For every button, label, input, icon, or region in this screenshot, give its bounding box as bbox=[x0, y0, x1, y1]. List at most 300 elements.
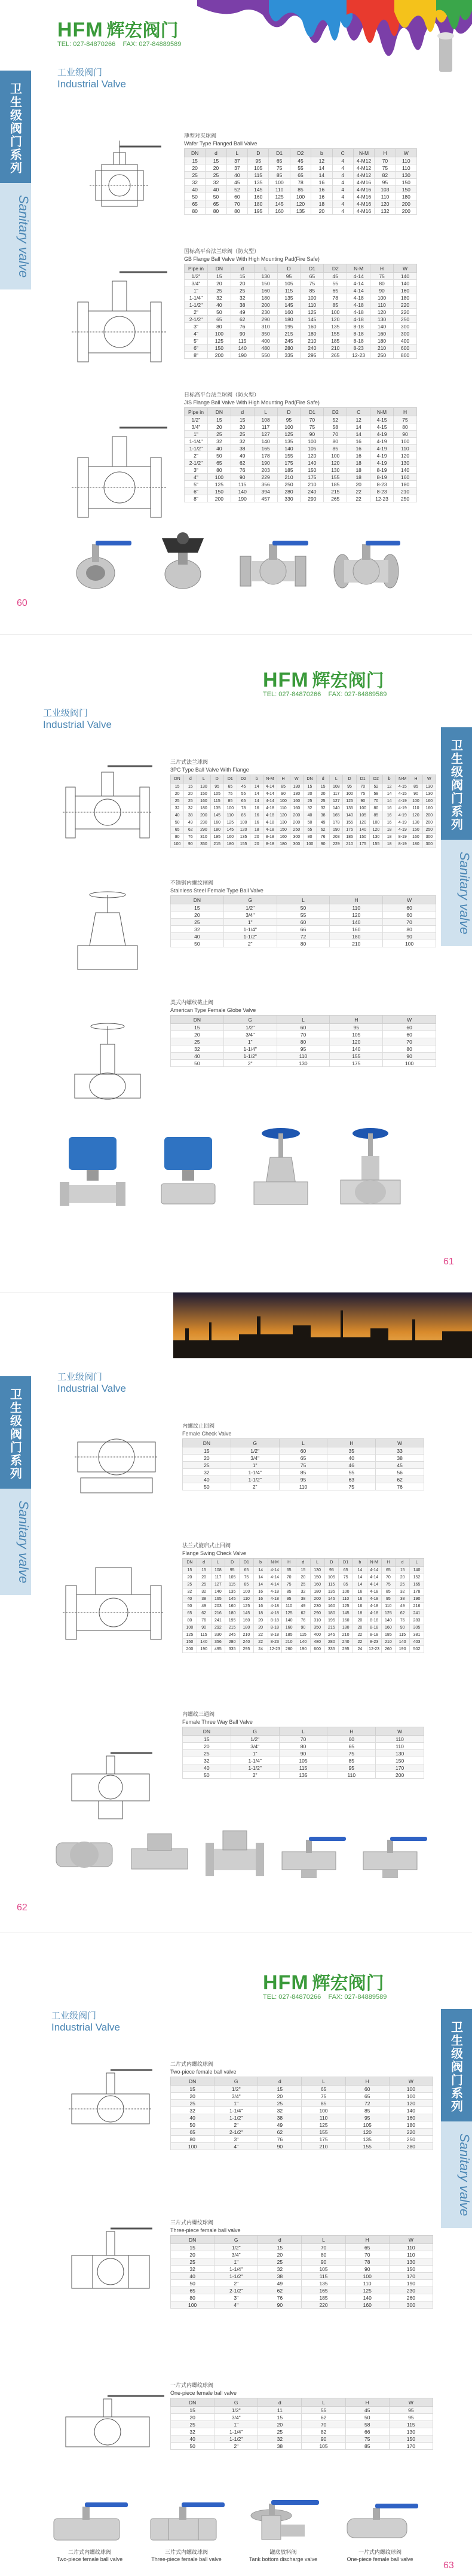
photo-pneumatic-flanged-valve bbox=[54, 1131, 131, 1209]
table-row bbox=[183, 1483, 424, 1490]
table-cell: 4-18 bbox=[268, 1596, 282, 1603]
table-cell: 62 bbox=[296, 1610, 311, 1617]
table-cell: 240 bbox=[301, 345, 324, 352]
table-row bbox=[185, 423, 417, 431]
table-cell: 100 bbox=[223, 805, 237, 812]
table-header-row bbox=[171, 2077, 433, 2086]
spec-table bbox=[170, 1015, 436, 1067]
table-cell: 216 bbox=[211, 1610, 225, 1617]
table-cell: 15 bbox=[206, 157, 226, 164]
spec-table bbox=[170, 2077, 433, 2150]
table-cell: 18 bbox=[347, 474, 370, 481]
table-row bbox=[183, 1455, 424, 1462]
table-cell: 140 bbox=[231, 345, 254, 352]
table-cell: 22 bbox=[347, 495, 370, 502]
table-cell: 110 bbox=[396, 157, 416, 164]
table-cell: 95 bbox=[277, 273, 301, 280]
table-cell: 90 bbox=[409, 791, 422, 798]
table-cell: 105 bbox=[301, 445, 324, 452]
table-cell: 4-18 bbox=[347, 294, 370, 301]
table-caption-cn: 一片式内螺纹球阀 bbox=[170, 2383, 214, 2389]
table-cell: 25 bbox=[171, 2421, 214, 2428]
column-header: D2 bbox=[369, 775, 382, 784]
table-cell: 62 bbox=[184, 827, 197, 834]
table-cell: 130 bbox=[197, 784, 210, 791]
table-row bbox=[171, 2114, 433, 2121]
table-cell: 130 bbox=[376, 1750, 424, 1757]
table-cell: 60 bbox=[383, 904, 436, 911]
table-cell: 155 bbox=[343, 819, 356, 827]
table-female-three-way-valve bbox=[182, 1711, 424, 1779]
table-row bbox=[171, 2093, 433, 2100]
column-header: H bbox=[370, 264, 394, 273]
table-cell: 76 bbox=[296, 1617, 311, 1624]
column-header: D2 bbox=[324, 408, 347, 416]
table-cell: 20 bbox=[184, 791, 197, 798]
table-cell: 160 bbox=[394, 287, 417, 294]
table-cell: 85 bbox=[345, 2443, 389, 2450]
table-cell: 210 bbox=[394, 488, 417, 495]
table-cell: 127 bbox=[330, 798, 343, 805]
table-cell: 16 bbox=[353, 1596, 367, 1603]
table-cell: 20 bbox=[311, 208, 332, 215]
column-header: D bbox=[210, 775, 223, 784]
table-cell: 4-18 bbox=[268, 1603, 282, 1610]
table-cell: 190 bbox=[231, 495, 254, 502]
table-cell: 150 bbox=[301, 467, 324, 474]
table-row bbox=[185, 309, 417, 316]
table-row bbox=[185, 345, 417, 352]
table-row bbox=[185, 301, 417, 309]
table-cell: 75 bbox=[302, 2093, 345, 2100]
table-cell: 8" bbox=[185, 495, 208, 502]
table-cell: 100 bbox=[345, 2273, 389, 2280]
table-cell: 72 bbox=[345, 2100, 389, 2107]
table-cell: 117 bbox=[211, 1574, 225, 1581]
table-cell: 195 bbox=[277, 323, 301, 330]
table-cell: 25 bbox=[396, 1581, 410, 1589]
table-jis-flange-ball-valve bbox=[184, 392, 417, 502]
table-cell: 33 bbox=[376, 1447, 424, 1455]
table-cell: 85 bbox=[237, 812, 250, 819]
table-cell: 62 bbox=[258, 2287, 302, 2294]
table-cell: 70 bbox=[383, 1038, 436, 1045]
table-cell: 150 bbox=[356, 834, 369, 841]
table-row bbox=[171, 1031, 436, 1038]
table-cell: 4-19 bbox=[396, 805, 409, 812]
column-header: H bbox=[330, 1016, 383, 1024]
table-cell: 115 bbox=[324, 1581, 339, 1589]
table-cell: 32 bbox=[183, 1589, 197, 1596]
table-cell: 80 bbox=[171, 834, 184, 841]
table-cell: 125 bbox=[345, 2287, 389, 2294]
table-cell: 175 bbox=[343, 827, 356, 834]
table-cell: 8-19 bbox=[370, 467, 394, 474]
table-cell: 180 bbox=[223, 841, 237, 848]
table-cell: 175 bbox=[356, 841, 369, 848]
table-cell: 65 bbox=[183, 1610, 197, 1617]
table-cell: 15 bbox=[183, 1447, 231, 1455]
jis-flange-valve-drawing bbox=[66, 416, 173, 529]
table-header-row bbox=[183, 1439, 424, 1447]
table-cell: 52 bbox=[324, 416, 347, 423]
table-cell: 105 bbox=[210, 791, 223, 798]
table-cell: 90 bbox=[345, 2266, 389, 2273]
section-title bbox=[57, 1370, 126, 1395]
table-row bbox=[185, 431, 417, 438]
table-cell: 165 bbox=[302, 2287, 345, 2294]
table-cell: 110 bbox=[301, 301, 324, 309]
table-cell: 95 bbox=[277, 1045, 330, 1053]
column-header: L bbox=[410, 1559, 424, 1567]
table-row bbox=[183, 1646, 424, 1653]
table-cell: 100 bbox=[389, 2093, 433, 2100]
table-cell: 8-18 bbox=[347, 323, 370, 330]
table-cell: 160 bbox=[269, 208, 290, 215]
table-cell: 25 bbox=[183, 1462, 231, 1469]
table-cell: 15 bbox=[171, 2407, 214, 2414]
table-cell: 135 bbox=[277, 438, 301, 445]
table-cell: 356 bbox=[254, 481, 277, 488]
column-header: D bbox=[277, 408, 301, 416]
table-cell: 210 bbox=[370, 345, 394, 352]
column-header: DN bbox=[171, 2236, 214, 2244]
table-row bbox=[171, 819, 436, 827]
table-cell: 25 bbox=[258, 2258, 302, 2266]
table-cell: 75 bbox=[327, 1750, 376, 1757]
table-cell: 25 bbox=[303, 798, 316, 805]
table-cell: 145 bbox=[277, 301, 301, 309]
table-cell: 50 bbox=[171, 2443, 214, 2450]
table-row bbox=[171, 919, 436, 926]
table-row bbox=[183, 1574, 424, 1581]
table-cell: 15 bbox=[258, 2414, 302, 2421]
table-cell: 75 bbox=[375, 164, 396, 172]
table-cell: 1-1/4" bbox=[223, 1045, 277, 1053]
table-cell: 330 bbox=[211, 1632, 225, 1639]
table-cell: 8-23 bbox=[370, 481, 394, 488]
table-cell: 85 bbox=[381, 1589, 396, 1596]
table-cell: 80 bbox=[303, 834, 316, 841]
photo-label-en: One-piece female ball valve bbox=[347, 2556, 413, 2562]
table-cell: 130 bbox=[389, 2258, 433, 2266]
column-header: L bbox=[197, 775, 210, 784]
table-cell: 3/4" bbox=[223, 911, 277, 919]
table-caption-en: Wafer Type Flanged Ball Valve bbox=[184, 141, 258, 147]
table-cell: 178 bbox=[330, 819, 343, 827]
side-tab-right bbox=[441, 727, 472, 946]
table-cell: 25 bbox=[207, 431, 231, 438]
table-cell: 145 bbox=[210, 812, 223, 819]
table-row bbox=[185, 193, 417, 200]
table-cell: 90 bbox=[296, 1624, 311, 1632]
table-cell: 160 bbox=[310, 1581, 324, 1589]
table-cell: 60 bbox=[383, 911, 436, 919]
table-cell: 32 bbox=[303, 805, 316, 812]
table-cell: 4 bbox=[332, 193, 353, 200]
table-cell: 120 bbox=[324, 316, 347, 323]
table-cell: 16 bbox=[383, 819, 396, 827]
table-cell: 310 bbox=[254, 323, 277, 330]
table-cell: 335 bbox=[324, 1646, 339, 1653]
table-cell: 20 bbox=[250, 841, 263, 848]
table-cell: 240 bbox=[240, 1639, 254, 1646]
table-cell: 292 bbox=[211, 1624, 225, 1632]
table-row bbox=[171, 2100, 433, 2107]
table-row bbox=[171, 2143, 433, 2150]
table-cell: 8-18 bbox=[367, 1617, 381, 1624]
table-cell: 12 bbox=[383, 784, 396, 791]
contact-info bbox=[263, 691, 387, 698]
column-header: DN bbox=[183, 1559, 197, 1567]
table-cell: 135 bbox=[277, 294, 301, 301]
table-cell: 200 bbox=[183, 1646, 197, 1653]
table-cell: 180 bbox=[248, 200, 269, 208]
table-cell: 70 bbox=[301, 416, 324, 423]
table-row bbox=[183, 1757, 424, 1764]
table-cell: 130 bbox=[409, 819, 422, 827]
table-cell: 160 bbox=[197, 798, 210, 805]
table-cell: 1-1/2" bbox=[223, 1053, 277, 1060]
table-cell: 38 bbox=[231, 445, 254, 452]
table-cell: 18 bbox=[253, 1610, 268, 1617]
table-cell: 8-19 bbox=[370, 474, 394, 481]
table-cell: 140 bbox=[330, 1045, 383, 1053]
table-cell: 175 bbox=[301, 474, 324, 481]
photo-label-en: Two-piece female ball valve bbox=[56, 2556, 123, 2562]
table-cell: 85 bbox=[369, 812, 382, 819]
table-cell: 11 bbox=[258, 2407, 302, 2414]
table-cell: 180 bbox=[210, 827, 223, 834]
table-cell: 85 bbox=[223, 798, 237, 805]
table-row bbox=[183, 1743, 424, 1750]
table-cell: 295 bbox=[339, 1646, 353, 1653]
table-cell: 49 bbox=[184, 819, 197, 827]
table-cell: 4-14 bbox=[263, 784, 277, 791]
spec-table bbox=[182, 1438, 424, 1490]
tel: TEL: 027-84870266 bbox=[57, 41, 116, 48]
photo-pneumatic-3pc-valve bbox=[149, 1131, 227, 1209]
table-cell: 20 bbox=[396, 1574, 410, 1581]
table-cell: 95 bbox=[327, 1764, 376, 1772]
table-cell: 14 bbox=[383, 791, 396, 798]
table-cell: 110 bbox=[381, 1603, 396, 1610]
table-cell: 4-15 bbox=[396, 791, 409, 798]
table-cell: 1" bbox=[223, 919, 277, 926]
table-cell: 78 bbox=[237, 805, 250, 812]
table-cell: 3/4" bbox=[231, 1455, 279, 1462]
table-cell: 550 bbox=[254, 352, 277, 359]
table-row bbox=[185, 208, 417, 215]
column-header: N-M bbox=[353, 149, 374, 157]
table-cell: 100 bbox=[277, 798, 290, 805]
table-cell: 135 bbox=[237, 834, 250, 841]
table-cell: 160 bbox=[290, 805, 303, 812]
table-cell: 82 bbox=[302, 2428, 345, 2435]
table-cell: 75 bbox=[269, 164, 290, 172]
table-cell: 135 bbox=[225, 1589, 240, 1596]
table-cell: 85 bbox=[345, 2107, 389, 2114]
table-cell: 85 bbox=[327, 1757, 376, 1764]
column-header: L bbox=[277, 896, 330, 904]
table-cell: 8-23 bbox=[367, 1639, 381, 1646]
table-cell: 210 bbox=[324, 345, 347, 352]
table-cell: 400 bbox=[310, 1632, 324, 1639]
column-header: G bbox=[223, 896, 277, 904]
table-cell: 1-1/2" bbox=[214, 2114, 258, 2121]
table-cell: 70 bbox=[302, 2244, 345, 2251]
table-cell: 4-19 bbox=[370, 445, 394, 452]
table-cell: 160 bbox=[240, 1617, 254, 1624]
table-cell: 60 bbox=[383, 1024, 436, 1031]
table-cell: 20 bbox=[317, 791, 330, 798]
table-cell: 4-M16 bbox=[353, 208, 374, 215]
table-cell: 2-1/2" bbox=[214, 2129, 258, 2136]
table-cell: 4 bbox=[332, 172, 353, 179]
table-cell: 4" bbox=[185, 330, 208, 337]
table-cell: 15 bbox=[185, 157, 206, 164]
table-cell: 14 bbox=[383, 798, 396, 805]
table-cell: 250 bbox=[422, 827, 436, 834]
column-header: W bbox=[389, 2398, 433, 2407]
table-cell: 115 bbox=[210, 798, 223, 805]
table-cell: 125 bbox=[302, 2121, 345, 2129]
table-cell: 2" bbox=[214, 2280, 258, 2287]
table-cell: 90 bbox=[317, 841, 330, 848]
photo-swing-check-valve bbox=[127, 1825, 192, 1879]
table-cell: 210 bbox=[343, 841, 356, 848]
table-cell: 170 bbox=[376, 1764, 424, 1772]
table-cell: 165 bbox=[211, 1596, 225, 1603]
table-cell: 75 bbox=[301, 423, 324, 431]
table-cell: 140 bbox=[394, 273, 417, 280]
table-cell: 220 bbox=[302, 2301, 345, 2309]
table-cell: 49 bbox=[258, 2121, 302, 2129]
table-cell: 25 bbox=[185, 172, 206, 179]
table-cell: 230 bbox=[197, 819, 210, 827]
table-cell: 12-23 bbox=[268, 1646, 282, 1653]
table-cell: 130 bbox=[290, 791, 303, 798]
table-cell: 125 bbox=[207, 337, 231, 345]
table-cell: 260 bbox=[282, 1646, 296, 1653]
photo-one-piece-valve bbox=[338, 2492, 422, 2563]
table-cell: 140 bbox=[370, 323, 394, 330]
table-cell: 40 bbox=[226, 172, 247, 179]
table-cell: 80 bbox=[171, 2294, 214, 2301]
table-cell: 200 bbox=[207, 352, 231, 359]
table-cell: 14 bbox=[253, 1567, 268, 1574]
table-cell: 15 bbox=[171, 904, 224, 911]
table-cell: 330 bbox=[277, 495, 301, 502]
table-cell: 40 bbox=[183, 1476, 231, 1483]
table-cell: 65 bbox=[324, 287, 347, 294]
table-cell: 25 bbox=[171, 798, 184, 805]
table-cell: 175 bbox=[330, 1060, 383, 1067]
table-cell: 200 bbox=[290, 812, 303, 819]
table-row bbox=[185, 157, 417, 164]
column-header: H bbox=[394, 408, 417, 416]
column-header: D1 bbox=[339, 1559, 353, 1567]
table-cell: 195 bbox=[248, 208, 269, 215]
table-cell: 4-14 bbox=[263, 791, 277, 798]
table-cell: 70 bbox=[381, 1574, 396, 1581]
section-title-cn: 工业级阀门 bbox=[57, 1371, 103, 1382]
table-cell: 32 bbox=[171, 2428, 214, 2435]
table-cell: 180 bbox=[277, 841, 290, 848]
table-cell: 25 bbox=[231, 287, 254, 294]
table-cell: 90 bbox=[197, 1624, 211, 1632]
table-cell: 190 bbox=[389, 2280, 433, 2287]
table-cell: 190 bbox=[410, 1596, 424, 1603]
table-cell: 75 bbox=[345, 2435, 389, 2443]
table-row bbox=[171, 1053, 436, 1060]
table-cell: 210 bbox=[339, 1632, 353, 1639]
table-cell: 4-15 bbox=[370, 423, 394, 431]
table-cell: 115 bbox=[225, 1581, 240, 1589]
table-cell: 2" bbox=[185, 452, 208, 459]
table-cell: 300 bbox=[422, 834, 436, 841]
table-cell: 4-18 bbox=[263, 805, 277, 812]
table-cell: 300 bbox=[389, 2301, 433, 2309]
table-cell: 135 bbox=[324, 1589, 339, 1596]
table-cell: 229 bbox=[254, 474, 277, 481]
table-cell: 1-1/2" bbox=[231, 1764, 279, 1772]
table-cell: 65 bbox=[279, 1455, 327, 1462]
table-cell: 80 bbox=[207, 323, 231, 330]
table-cell: 480 bbox=[310, 1639, 324, 1646]
table-cell: 50 bbox=[183, 1483, 231, 1490]
table-cell: 15 bbox=[207, 416, 231, 423]
table-cell: 40 bbox=[303, 812, 316, 819]
spec-table bbox=[170, 895, 436, 947]
table-cell: 110 bbox=[389, 2244, 433, 2251]
table-cell: 160 bbox=[330, 926, 383, 933]
table-row bbox=[171, 2294, 433, 2301]
table-cell: 4-14 bbox=[367, 1581, 381, 1589]
table-row bbox=[185, 467, 417, 474]
table-cell: 70 bbox=[345, 2251, 389, 2258]
table-cell: 350 bbox=[197, 841, 210, 848]
table-cell: 32 bbox=[396, 1589, 410, 1596]
table-cell: 150 bbox=[396, 179, 416, 186]
table-cell: 105 bbox=[248, 164, 269, 172]
table-cell: 290 bbox=[197, 827, 210, 834]
table-cell: 14 bbox=[347, 423, 370, 431]
column-header: D bbox=[324, 1559, 339, 1567]
table-cell: 90 bbox=[396, 1624, 410, 1632]
table-cell: 20 bbox=[253, 1624, 268, 1632]
table-cell: 62 bbox=[302, 2414, 345, 2421]
table-cell: 130 bbox=[394, 459, 417, 467]
table-row bbox=[183, 1624, 424, 1632]
table-cell: 65 bbox=[302, 2086, 345, 2093]
table-cell: 40 bbox=[171, 933, 224, 940]
table-cell: 18 bbox=[347, 467, 370, 474]
table-cell: 90 bbox=[279, 1750, 327, 1757]
table-cell: 62 bbox=[317, 827, 330, 834]
table-row bbox=[171, 827, 436, 834]
table-cell: 200 bbox=[422, 819, 436, 827]
table-cell: 502 bbox=[410, 1646, 424, 1653]
table-cell: 135 bbox=[248, 179, 269, 186]
side-tab-en: Sanitary valve bbox=[441, 840, 472, 946]
table-cell: 16 bbox=[347, 438, 370, 445]
table-cell: 100 bbox=[383, 1060, 436, 1067]
table-row bbox=[185, 164, 417, 172]
table-female-check-valve bbox=[182, 1423, 424, 1490]
table-cell: 25 bbox=[317, 798, 330, 805]
section-title-en: Industrial Valve bbox=[43, 719, 112, 730]
